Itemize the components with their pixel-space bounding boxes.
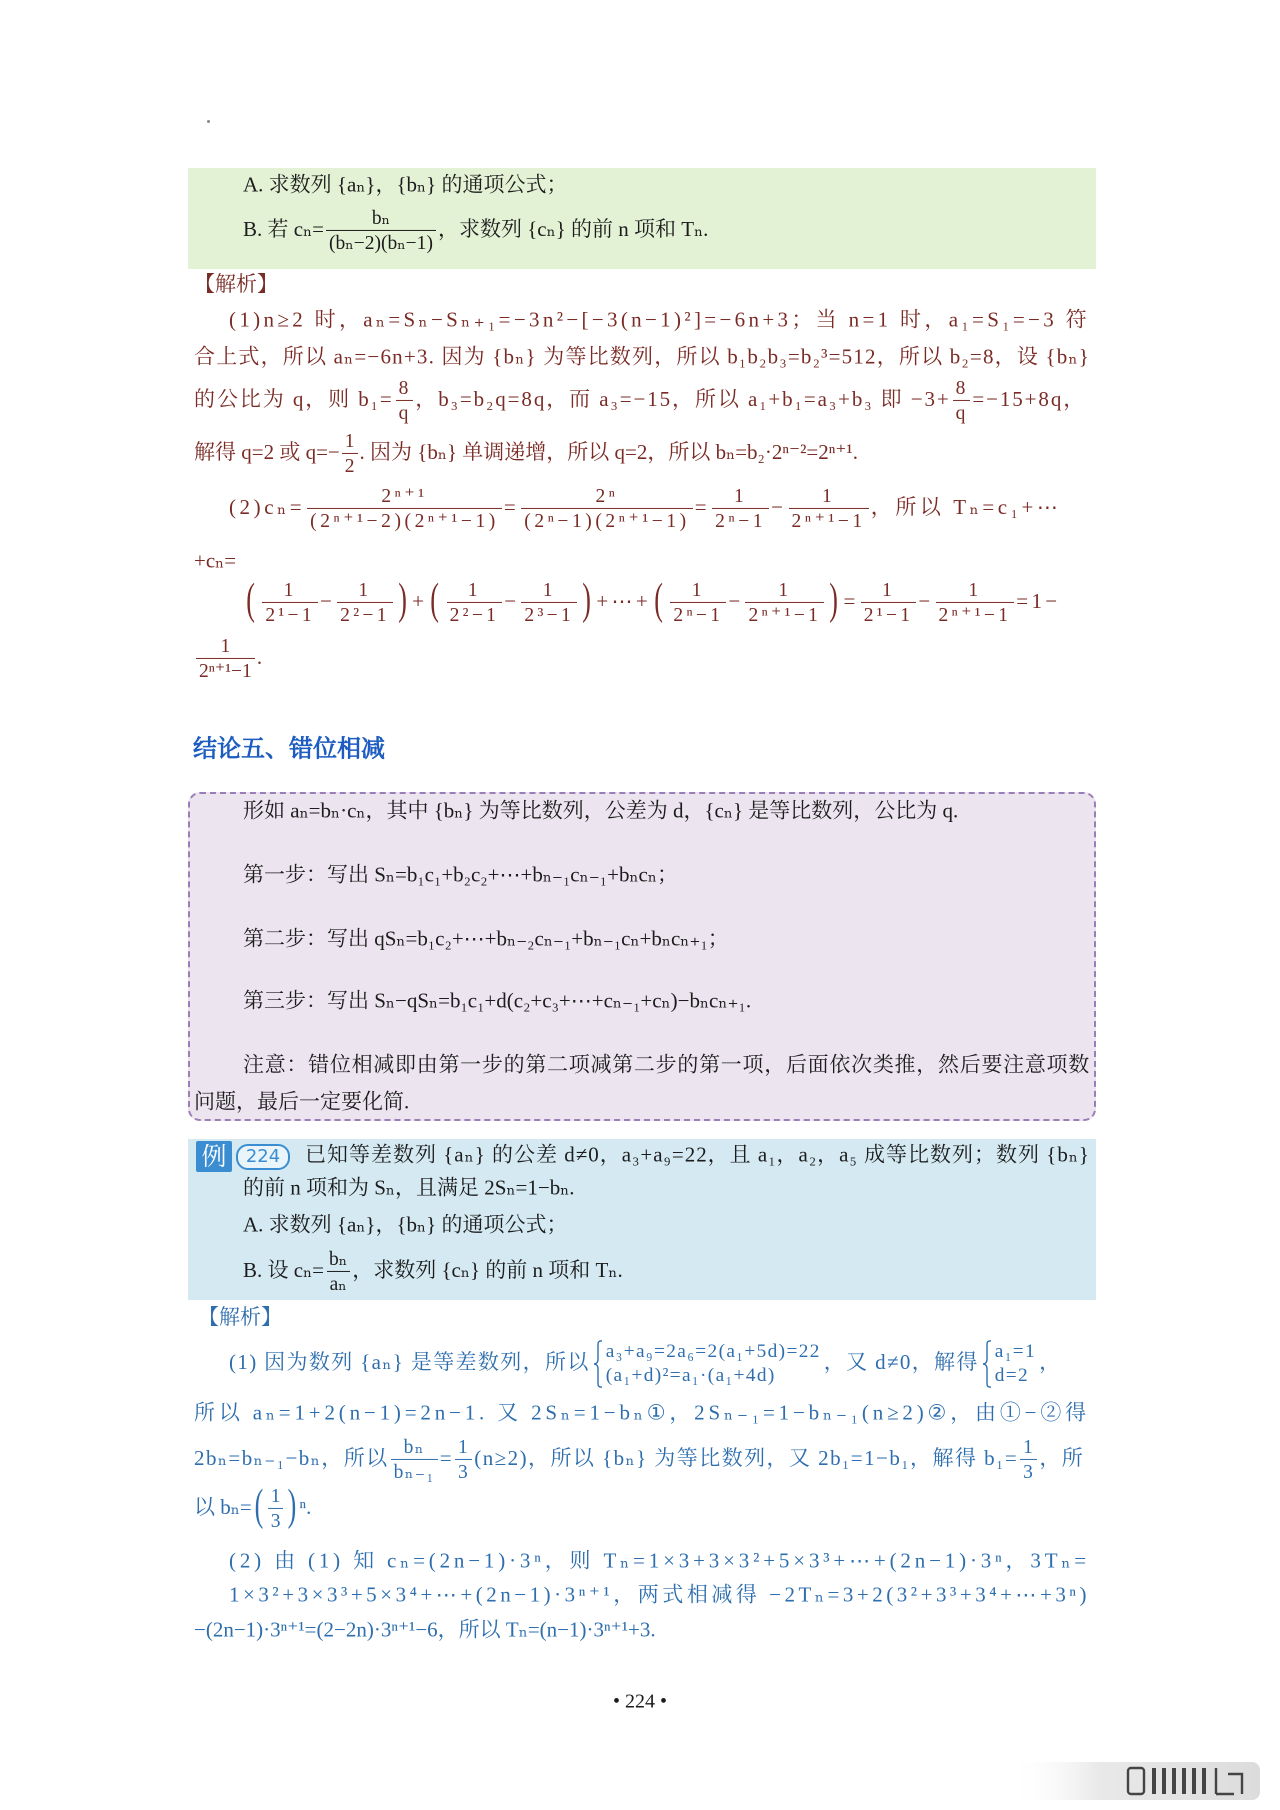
text-run: B. 设 cₙ= — [243, 1257, 325, 1282]
system-row: (a₁+d)²=a₁·(a₁+4d) — [605, 1365, 776, 1386]
denominator: q — [396, 400, 414, 425]
text-run: +⋯+ — [596, 588, 652, 613]
large-parenthesis: ) — [398, 575, 409, 624]
numerator: 1 — [220, 635, 231, 657]
large-parenthesis: ( — [254, 1481, 264, 1530]
text-run: 合上式，所以 aₙ=−6n+3. 因为 {bₙ} 为等比数列，所以 b₁b₂b₃=b₂³=512，所以 b₂=8，设 {bₙ} — [194, 344, 1090, 369]
text-run: = — [694, 494, 711, 519]
denominator: 3 — [1020, 1459, 1037, 1484]
page-number: • 224 • — [612, 1690, 667, 1713]
denominator: 2ⁿ⁺¹−1 — [936, 602, 1015, 627]
example-badge: 例 — [196, 1141, 232, 1172]
watermark-logo — [1010, 1758, 1260, 1804]
text-run: 第一步：写出 Sₙ=b₁c₁+b₂c₂+⋯+bₙ₋₁cₙ₋₁+bₙcₙ； — [243, 862, 678, 887]
text-run: 第二步：写出 qSₙ=b₁c₂+⋯+bₙ₋₂cₙ₋₁+bₙ₋₁cₙ+bₙcₙ₊₁； — [243, 926, 729, 951]
fraction — [455, 1436, 472, 1484]
solution-label: 【解析】 — [194, 272, 278, 296]
text-run: ，所以 Tₙ=c₁+⋯ — [870, 494, 1062, 519]
numerator: 1 — [691, 579, 705, 601]
text-run: (2)cₙ= — [229, 494, 306, 519]
denominator: 2²−1 — [447, 602, 503, 627]
numerator: 1 — [778, 579, 792, 601]
left-brace-icon — [982, 1340, 992, 1388]
text-run: (2) 由 (1) 知 cₙ=(2n−1)·3ⁿ，则 Tₙ=1×3+3×3²+5×3³+⋯+(2n−1)·3ⁿ，3Tₙ= — [229, 1548, 1090, 1573]
numerator: 1 — [358, 579, 372, 601]
fraction — [268, 1485, 284, 1533]
denominator: 3 — [268, 1508, 284, 1533]
solution-line — [229, 1340, 1090, 1388]
numerator: 1 — [968, 579, 982, 601]
text-run: − — [504, 588, 520, 613]
text-run: +cₙ= — [194, 548, 237, 573]
text-run: − — [728, 588, 744, 613]
numerator: 1 — [344, 430, 355, 452]
denominator: 2ⁿ−1 — [670, 602, 726, 627]
text-run: 解得 q=2 或 q=− — [194, 439, 340, 464]
denominator: 3 — [455, 1459, 472, 1484]
line-content — [229, 1581, 1090, 1608]
text-run: 注意：错位相减即由第一步的第二项减第二步的第一项，后面依次类推，然后要注意项数 — [243, 1052, 1090, 1077]
denominator: q — [953, 400, 971, 425]
denominator: 2³−1 — [521, 602, 577, 627]
solution-line — [194, 1616, 1090, 1643]
text-run: 以 bₙ= — [194, 1494, 252, 1519]
numerator: 8 — [955, 377, 968, 399]
numerator: 1 — [467, 579, 481, 601]
denominator: 2²−1 — [337, 602, 393, 627]
text-run: ，b₃=b₂q=8q，而 a₃=−15，所以 a₁+b₁=a₃+b₃ 即 −3+ — [415, 386, 951, 411]
system-row: a₁=1 — [994, 1340, 1037, 1362]
denominator: 2ⁿ−1 — [712, 508, 769, 533]
system-rows — [992, 1340, 1036, 1388]
solution-line — [194, 1399, 1090, 1426]
text-run: −(2n−1)·3ⁿ⁺¹=(2−2n)·3ⁿ⁺¹−6，所以 Tₙ=(n−1)·3ⁿ⁺¹+3. — [194, 1617, 656, 1642]
numerator: 1 — [283, 579, 297, 601]
large-parenthesis: ) — [288, 1481, 297, 1530]
text-run: ，求数列 {cₙ} 的前 n 项和 Tₙ. — [437, 216, 709, 241]
text-run: B. 若 cₙ= — [243, 216, 325, 241]
numerator: bₙ — [371, 207, 391, 229]
example-number: 224 — [236, 1144, 290, 1170]
large-parenthesis: ( — [430, 575, 442, 624]
solution-line — [194, 1481, 494, 1533]
text-run: (1) 因为数列 {aₙ} 是等差数列，所以 — [229, 1349, 590, 1374]
text-run: ，求数列 {cₙ} 的前 n 项和 Tₙ. — [352, 1257, 623, 1282]
text-run: 已知等差数列 {aₙ} 的公差 d≠0，a₃+a₉=22，且 a₁，a₂，a₅ 成等比数列；数列 {bₙ} — [305, 1142, 1090, 1167]
text-run: − — [319, 588, 336, 613]
denominator: 2ⁿ⁺¹−1 — [196, 658, 255, 683]
numerator: 8 — [398, 377, 411, 399]
solution-line — [229, 1581, 1090, 1608]
text-run: ，所 — [1039, 1445, 1085, 1470]
system-row: a₃+a₉=2a₆=2(a₁+5d)=22 — [605, 1340, 821, 1362]
denominator: (bₙ−2)(bₙ−1) — [326, 230, 436, 255]
text-run: 2bₙ=bₙ₋₁−bₙ，所以 — [194, 1445, 389, 1470]
denominator: 2ⁿ⁺¹−1 — [745, 602, 824, 627]
line-content — [229, 1340, 1061, 1388]
text-run: 的前 n 项和为 Sₙ，且满足 2Sₙ=1−bₙ. — [243, 1175, 575, 1200]
denominator: aₙ — [327, 1271, 350, 1296]
text-run: . 因为 {bₙ} 单调递增，所以 q=2，所以 bₙ=b₂·2ⁿ⁻²=2ⁿ⁺¹. — [359, 439, 858, 464]
text-run: = — [439, 1445, 454, 1470]
large-parenthesis: ( — [654, 575, 666, 624]
numerator: bₙ — [403, 1436, 425, 1458]
numerator: 2ⁿ⁺¹ — [381, 485, 428, 507]
solution-line — [229, 1547, 1090, 1574]
line-content — [194, 1481, 312, 1533]
text-run: − — [918, 588, 934, 613]
text-run: 1×3²+3×3³+5×3⁴+⋯+(2n−1)·3ⁿ⁺¹，两式相减得 −2Tₙ=3+2(3²+3³+3⁴+⋯+3ⁿ) — [229, 1582, 1090, 1607]
system-rows — [603, 1340, 821, 1388]
denominator: 2ⁿ⁺¹−1 — [789, 508, 869, 533]
text-run: = — [843, 588, 859, 613]
equation-system — [982, 1340, 1036, 1388]
numerator: 1 — [821, 485, 836, 507]
numerator: bₙ — [329, 1248, 348, 1270]
denominator: (2ⁿ⁺¹−2)(2ⁿ⁺¹−1) — [307, 508, 502, 533]
text-run: =−15+8q， — [972, 386, 1087, 411]
text-run: 所以 aₙ=1+2(n−1)=2n−1. 又 2Sₙ=1−bₙ①，2Sₙ₋₁=1−bₙ₋₁(n≥2)②，由①−②得 — [194, 1400, 1090, 1425]
line-content — [229, 1547, 1090, 1574]
denominator: (2ⁿ−1)(2ⁿ⁺¹−1) — [521, 508, 692, 533]
numerator: 1 — [1023, 1436, 1035, 1458]
text-run: = — [503, 494, 520, 519]
text-run: 第三步：写出 Sₙ−qSₙ=b₁c₁+d(c₂+c₃+⋯+cₙ₋₁+cₙ)−bₙcₙ₊₁. — [243, 988, 752, 1013]
large-parenthesis: ) — [829, 575, 841, 624]
large-parenthesis: ) — [582, 575, 594, 624]
solution-line — [194, 1436, 1090, 1484]
text-run: ， — [1039, 1349, 1062, 1374]
text-run: =1− — [1016, 588, 1061, 613]
solution-label: 【解析】 — [198, 1305, 282, 1329]
denominator: 2¹−1 — [861, 602, 917, 627]
text-run: A. 求数列 {aₙ}，{bₙ} 的通项公式； — [243, 1212, 568, 1237]
system-row: d=2 — [994, 1365, 1030, 1386]
denominator: 2¹−1 — [262, 602, 318, 627]
text-run: . — [256, 644, 263, 669]
line-content — [194, 1436, 1084, 1484]
text-run: ⁿ. — [299, 1494, 312, 1519]
line-content — [194, 1399, 1090, 1426]
text-run: 问题，最后一定要化简. — [194, 1089, 410, 1114]
text-run: (n≥2)，所以 {bₙ} 为等比数列，又 2b₁=1−b₁，解得 b₁= — [474, 1445, 1019, 1470]
fraction — [391, 1436, 438, 1484]
numerator: 1 — [733, 485, 748, 507]
numerator: 2ⁿ — [595, 485, 619, 507]
section-heading: 结论五、错位相减 — [193, 734, 385, 763]
text-run: 的公比为 q，则 b₁= — [194, 386, 394, 411]
equation-system — [593, 1340, 821, 1388]
numerator: 1 — [542, 579, 556, 601]
numerator: 1 — [882, 579, 896, 601]
denominator: 2 — [342, 453, 358, 478]
left-brace-icon — [593, 1340, 603, 1388]
text-run: + — [412, 588, 428, 613]
fraction — [1020, 1436, 1037, 1484]
text-run: (1)n≥2 时，aₙ=Sₙ−Sₙ₊₁=−3n²−[−3(n−1)²]=−6n+3；当 n=1 时，a₁=S₁=−3 符 — [229, 307, 1090, 332]
text-run: A. 求数列 {aₙ}，{bₙ} 的通项公式； — [243, 172, 568, 197]
denominator: bₙ₋₁ — [391, 1459, 438, 1484]
numerator: 1 — [270, 1485, 281, 1507]
large-parenthesis: ( — [246, 575, 258, 624]
text-run: ，又 d≠0，解得 — [823, 1349, 979, 1374]
text-run: − — [771, 494, 787, 519]
line-content — [194, 1616, 656, 1643]
text-run: 形如 aₙ=bₙ·cₙ，其中 {bₙ} 为等比数列，公差为 d，{cₙ} 是等比数列，公比为 q. — [243, 798, 959, 823]
numerator: 1 — [458, 1436, 470, 1458]
